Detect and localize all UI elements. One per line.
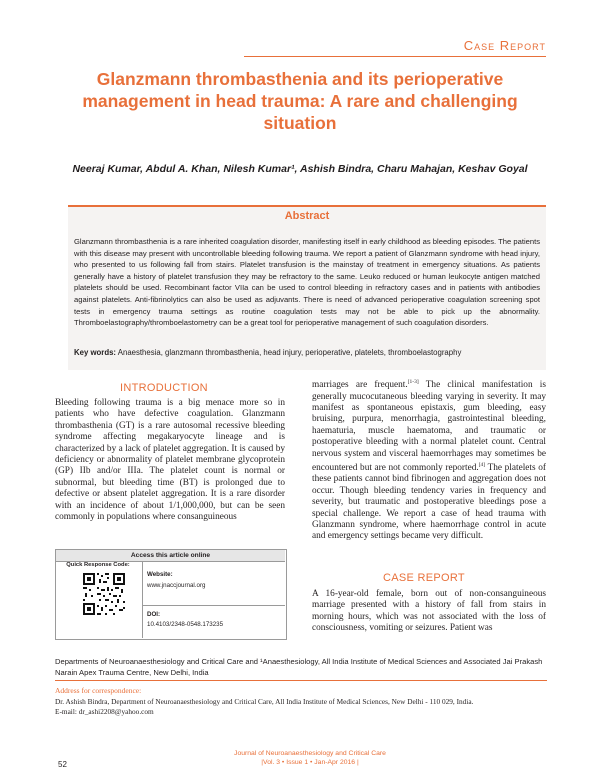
correspondence-label: Address for correspondence: [55, 686, 142, 695]
abstract-heading: Abstract [284, 210, 330, 222]
case-report-heading: CASE REPORT [383, 572, 465, 584]
keywords-label: Key words: [74, 348, 117, 357]
journal-footer: Journal of Neuroanaesthesiology and Critical Care |Vol. 3 • Issue 1 • Jan-Apr 2016 | [234, 750, 386, 766]
kicker-rule [244, 56, 546, 57]
doi-link[interactable]: 10.4103/2348-0548.173235 [147, 621, 224, 628]
affiliation-rule [55, 680, 547, 681]
correspondence-text: Dr. Ashish Bindra, Department of Neuroanaesthesiology and Critical Care, All India Institute of Medical Sciences, New Delhi - 110 029, India. E-mail: dr_ashi2208@yahoo.com [55, 697, 555, 716]
keywords-text: Anaesthesia, glanzmann thrombasthenia, head injury, perioperative, platelets, thromboelastography [117, 348, 462, 357]
author-list: Neeraj Kumar, Abdul A. Khan, Nilesh Kumar¹, Ashish Bindra, Charu Mahajan, Keshav Goyal [72, 163, 528, 175]
email-link[interactable]: E-mail: dr_ashi2208@yahoo.com [55, 706, 154, 716]
website-block: Website: [147, 571, 173, 578]
website-link[interactable]: www.jnaccjournal.org [147, 582, 206, 589]
access-vertical-divider [142, 562, 143, 638]
abstract-text: Glanzmann thrombasthenia is a rare inherited coagulation disorder, manifesting itself in early childhood as bleeding episodes. The patients with this disease may present with uncontrollable bleeding following trauma. We report a patient of Glanzmann syndrome with head injury, who presented to us following fall from stairs. Platelet transfusion is the mainstay of treatment in emergency situations. As patients generally have a history of platelet transfusion they may be refractory to the same. Leuko reduced or human leukocyte antigen matched platelets should be used. Recombinant factor VIIa can be used to control bleeding in refractory cases and in patients with antibodies against platelets. Anti-fibrinolytics can also be used as adjuvants. There is need of advanced perioperative coagulation screening spot tests in emergency trauma settings as routine coagulation tests may not be able to pick up the abnormality. Thromboelastography/thromboelastometry can be a great tool for perioperative management of such coagulation disorders. [74, 237, 540, 328]
qr-label: Quick Response Code: [66, 562, 130, 568]
affiliation: Departments of Neuroanaesthesiology and Critical Care and ¹Anaesthesiology, All India Institute of Medical Sciences and Associated Jai Prakash Narain Apex Trauma Centre, New Delhi, India [55, 657, 543, 677]
qr-code-icon [82, 572, 126, 616]
article-title: Glanzmann thrombasthenia and its perioperative management in head trauma: A rare and challenging situation [82, 69, 518, 133]
access-inner-divider [143, 605, 285, 606]
case-report-text: A 16-year-old female, born out of non-consanguineous marriage presented with a history of fall from stairs in morning hours, which was not associated with the loss of consciousness, vomiting or seizures. Patient was [312, 589, 546, 634]
intro-text: Bleeding following trauma is a big menace more so in patients who have defective coagulation. Glanzmann thrombasthenia (GT) is a rare autosomal recessive bleeding syndrome affecting megakaryocyte lineage and is characterized by a lack of platelet aggregation. It is caused by deficiency or abnormality of platelet membrane glycoprotein (GP) IIb and/or IIIa. The platelet count is normal or subnormal, but bleeding time (BT) is prolonged due to defective or absent platelet aggregation. It is a rare disorder with an incidence of about 1/1,000,000, but can be seen commonly in populations where consanguineous [55, 398, 285, 523]
column-2-paragraph: marriages are frequent.[1-3] The clinical manifestation is generally mucocutaneous bleeding varying in severity. It may manifest as spontaneous epistaxis, gum bleeding, easy bruising, purpura, menorrhagia, gastrointestinal bleeding, haematuria, muscle haematoma, and traumatic or postoperative bleeding with a normal platelet count. Central nervous system and visceral haemorrhages may sometimes be encountered but are not commonly reported.[4] The platelets of these patients cannot bind fibrinogen and aggregation does not occur. Though bleeding tendency varies in frequency and severity, but traumatic and postoperative bleedings pose a special challenge. We report a case of head trauma with Glanzmann syndrome, where haemorrhage control in acute and emergency settings became very difficult. [312, 379, 546, 542]
page-number: 52 [58, 760, 67, 769]
doi-block: DOI: [147, 611, 161, 618]
access-box-heading: Access this article online [56, 550, 285, 561]
keywords [74, 348, 540, 357]
intro-heading: INTRODUCTION [120, 382, 208, 394]
